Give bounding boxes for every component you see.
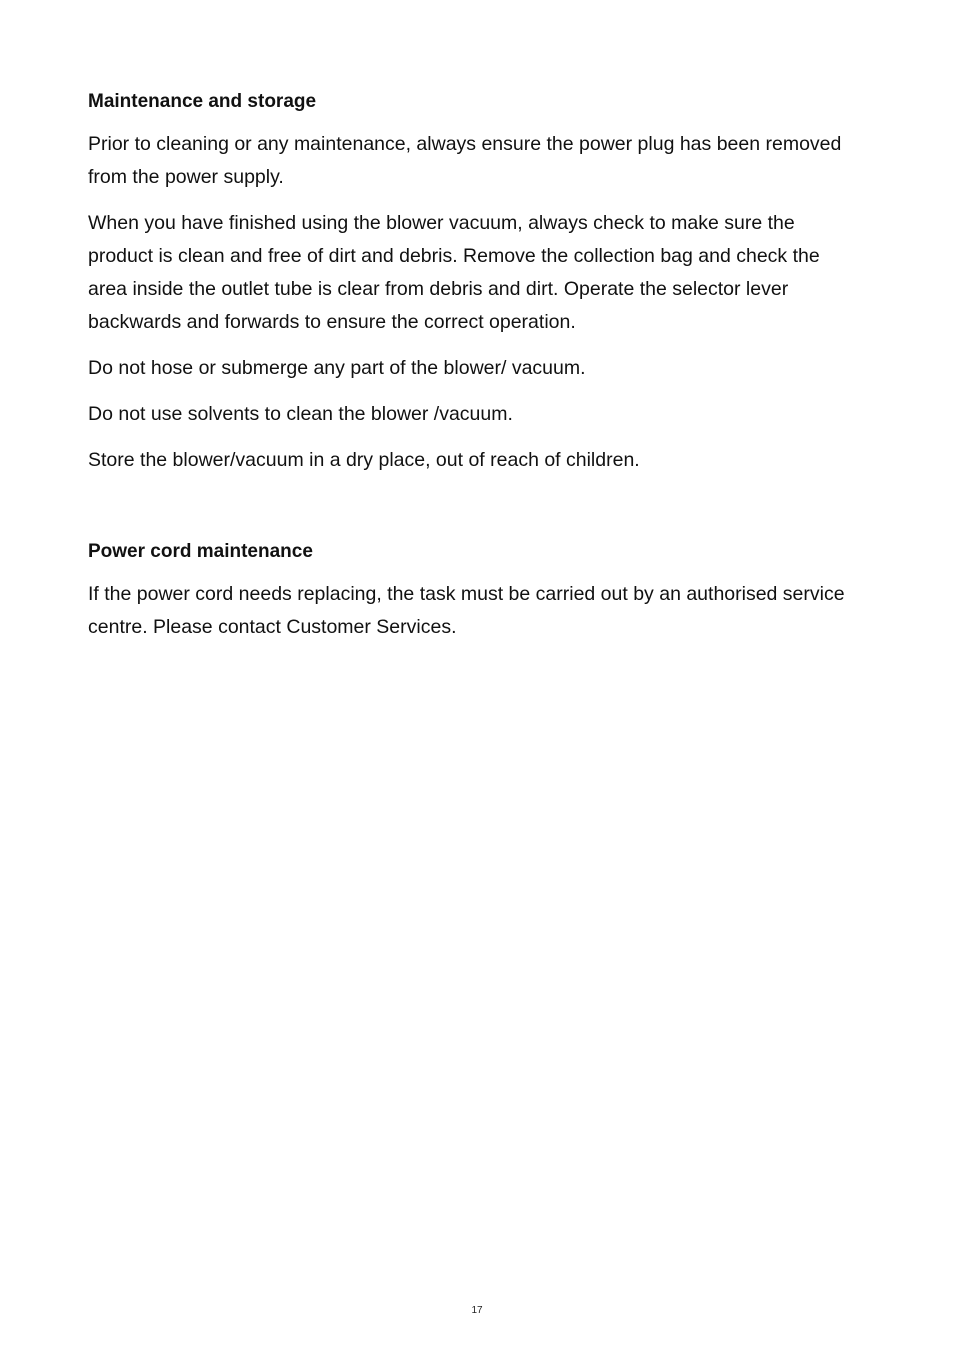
paragraph: When you have finished using the blower vacuum, always check to make sure the product is clean and free of dirt and debris. Remove the collection bag and check the area inside the outlet tube is clear from debris and dirt. Operate the selector lever backwards and forwards to ensure the correct operation.: [88, 212, 820, 333]
section-spacer: [88, 490, 863, 538]
paragraph: Do not hose or submerge any part of the blower/ vacuum.: [88, 357, 586, 379]
paragraph: Prior to cleaning or any maintenance, always ensure the power plug has been removed from the power supply.: [88, 133, 842, 188]
paragraph: Store the blower/vacuum in a dry place, out of reach of children.: [88, 449, 640, 471]
section-power-cord-maintenance: [88, 538, 863, 644]
section-heading: Power cord maintenance: [88, 541, 313, 562]
page-content: [88, 88, 863, 657]
section-maintenance-and-storage: [88, 88, 863, 477]
paragraph: Do not use solvents to clean the blower /vacuum.: [88, 403, 513, 425]
paragraph: If the power cord needs replacing, the task must be carried out by an authorised service centre. Please contact Customer Services.: [88, 583, 845, 638]
section-heading: Maintenance and storage: [88, 91, 317, 112]
page-number: 17: [471, 1305, 483, 1316]
